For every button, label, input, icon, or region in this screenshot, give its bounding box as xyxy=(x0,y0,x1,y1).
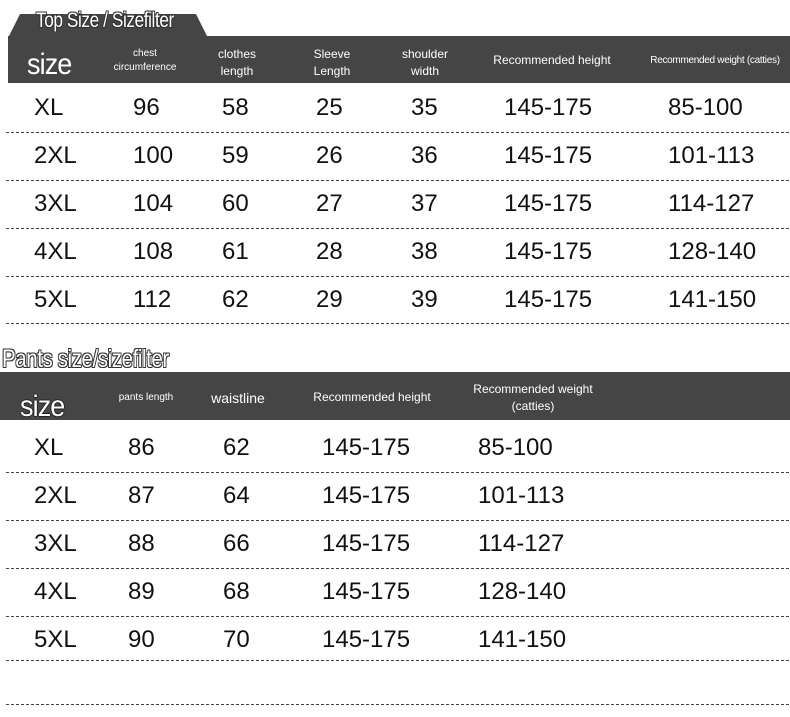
chest-cell: 96 xyxy=(133,94,160,121)
header-recommended-height: Recommended height xyxy=(313,390,431,405)
height-cell: 145-175 xyxy=(322,434,411,461)
pants-size-header: size xyxy=(20,390,65,423)
clothes-length-cell: 61 xyxy=(222,238,249,265)
header-recommended-height: Recommended height xyxy=(493,53,611,68)
size-cell: 3XL xyxy=(34,190,77,217)
sleeve-length-cell: 26 xyxy=(316,142,343,169)
weight-cell: 85-100 xyxy=(478,434,553,461)
chest-cell: 108 xyxy=(133,238,174,265)
height-cell: 145-175 xyxy=(322,626,411,653)
waistline-cell: 64 xyxy=(223,482,250,509)
shoulder-width-cell: 38 xyxy=(411,238,438,265)
header-shoulder-width: shoulder width xyxy=(401,46,449,78)
height-cell: 145-175 xyxy=(322,578,411,605)
pants-size-title: Pants size/sizefilter xyxy=(2,345,169,373)
header-pants-length: pants length xyxy=(118,391,174,403)
height-cell: 145-175 xyxy=(322,530,411,557)
sleeve-length-cell: 29 xyxy=(316,286,343,313)
weight-cell: 114-127 xyxy=(668,190,755,217)
shoulder-width-cell: 35 xyxy=(411,94,438,121)
weight-cell: 128-140 xyxy=(668,238,757,265)
height-cell: 145-175 xyxy=(504,190,593,217)
header-chest-circumference: chest circumference xyxy=(113,47,177,73)
size-cell: 5XL xyxy=(34,626,77,653)
sleeve-length-cell: 28 xyxy=(316,238,343,265)
pants-length-cell: 87 xyxy=(128,482,155,509)
pants-length-cell: 90 xyxy=(128,626,155,653)
table-row xyxy=(6,424,789,473)
table-bottom-divider xyxy=(6,660,789,705)
header-recommended-weight: Recommended weight (catties) xyxy=(473,381,593,413)
weight-cell: 101-113 xyxy=(668,142,755,169)
chest-cell: 112 xyxy=(133,286,172,313)
weight-cell: 114-127 xyxy=(478,530,565,557)
size-cell: 2XL xyxy=(34,142,77,169)
size-cell: XL xyxy=(34,94,64,121)
table-row xyxy=(6,568,789,617)
size-cell: 3XL xyxy=(34,530,77,557)
weight-cell: 101-113 xyxy=(478,482,565,509)
height-cell: 145-175 xyxy=(504,94,593,121)
weight-cell: 85-100 xyxy=(668,94,743,121)
waistline-cell: 68 xyxy=(223,578,250,605)
table-row xyxy=(6,520,789,569)
table-row xyxy=(6,472,789,521)
size-cell: 2XL xyxy=(34,482,77,509)
height-cell: 145-175 xyxy=(322,482,411,509)
sleeve-length-cell: 27 xyxy=(316,190,343,217)
clothes-length-cell: 62 xyxy=(222,286,249,313)
waistline-cell: 62 xyxy=(223,434,250,461)
clothes-length-cell: 60 xyxy=(222,190,249,217)
height-cell: 145-175 xyxy=(504,238,593,265)
weight-cell: 141-150 xyxy=(478,626,567,653)
size-cell: XL xyxy=(34,434,64,461)
sleeve-length-cell: 25 xyxy=(316,94,343,121)
pants-length-cell: 89 xyxy=(128,578,155,605)
shoulder-width-cell: 39 xyxy=(411,286,438,313)
shoulder-width-cell: 37 xyxy=(411,190,438,217)
table-row xyxy=(6,616,789,661)
header-waistline: waistline xyxy=(211,389,265,406)
pants-length-cell: 88 xyxy=(128,530,155,557)
header-clothes-length: clothes length xyxy=(217,46,257,78)
waistline-cell: 70 xyxy=(223,626,250,653)
top-size-title: Top Size / Sizefilter xyxy=(36,9,174,32)
size-cell: 5XL xyxy=(34,286,77,313)
clothes-length-cell: 59 xyxy=(222,142,249,169)
weight-cell: 128-140 xyxy=(478,578,567,605)
waistline-cell: 66 xyxy=(223,530,250,557)
header-recommended-weight: Recommended weight (catties) xyxy=(650,54,780,66)
weight-cell: 141-150 xyxy=(668,286,757,313)
height-cell: 145-175 xyxy=(504,142,593,169)
chest-cell: 100 xyxy=(133,142,174,169)
size-cell: 4XL xyxy=(34,238,77,265)
size-cell: 4XL xyxy=(34,578,77,605)
top-size-header: size xyxy=(27,48,72,81)
shoulder-width-cell: 36 xyxy=(411,142,438,169)
pants-length-cell: 86 xyxy=(128,434,155,461)
chest-cell: 104 xyxy=(133,190,174,217)
clothes-length-cell: 58 xyxy=(222,94,249,121)
height-cell: 145-175 xyxy=(504,286,593,313)
header-sleeve-length: Sleeve Length xyxy=(313,46,351,78)
